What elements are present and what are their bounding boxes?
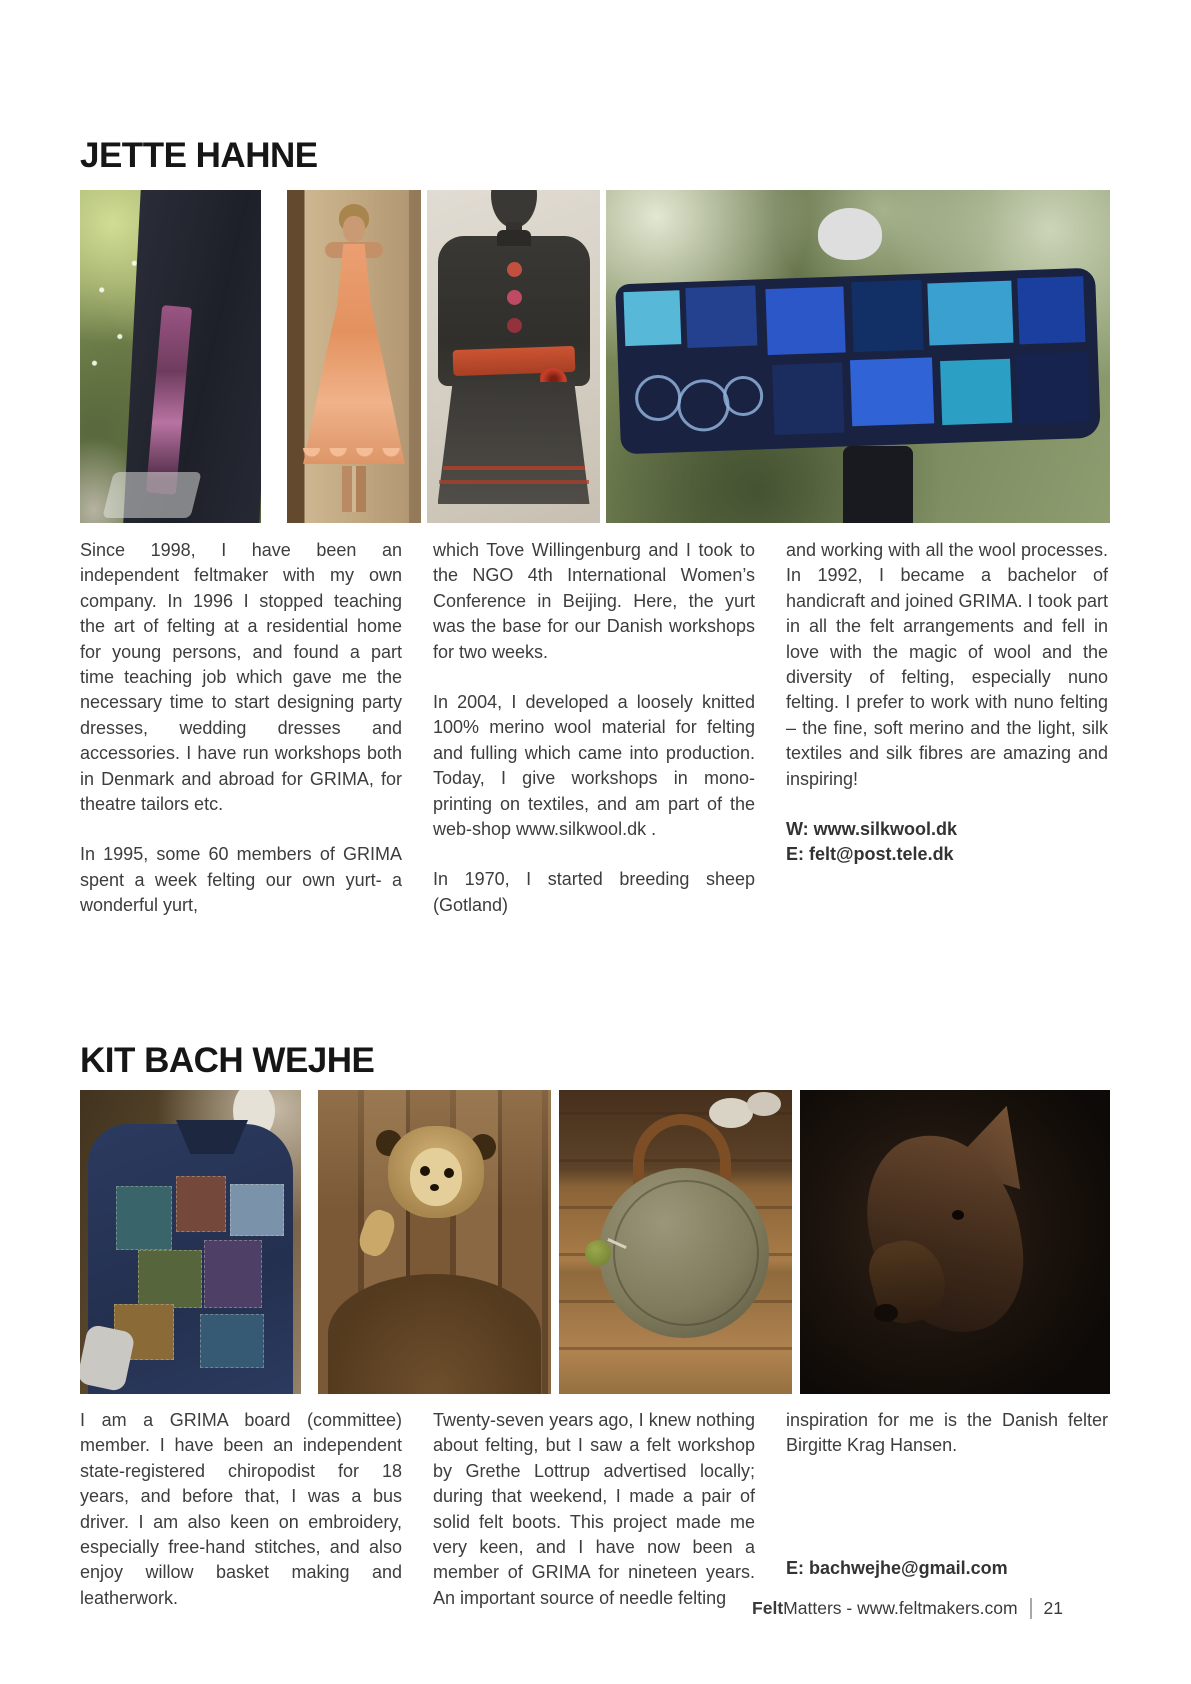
creature-nose — [430, 1184, 439, 1191]
photo-felt-creature — [318, 1090, 551, 1394]
creature-eye — [420, 1166, 430, 1176]
sheer-skirt — [438, 382, 590, 504]
tunic-collar — [497, 230, 531, 246]
photo-blue-patchwork-shawl — [606, 190, 1110, 523]
felt-patch — [204, 1240, 262, 1308]
body-paragraph: In 2004, I developed a loosely knitted 100% merino wool material for felting and fulling which came into production. Today, I give workshops in mono-printing on textiles, and am part of the web-shop www.silkwool.dk . — [433, 692, 755, 840]
body-paragraph: inspiration for me is the Danish felter Birgitte Krag Hansen. — [786, 1410, 1108, 1456]
creature-body-mound — [328, 1274, 541, 1394]
body-paragraph: which Tove Willingenburg and I took to the NGO 4th International Women’s Conference in Beijing. Here, the yurt was the base for our Danish workshops for two weeks. — [433, 540, 755, 662]
kit-column-1 — [80, 1408, 402, 1636]
skirt-red-trim-2 — [439, 480, 589, 484]
jette-contact-block — [786, 817, 1108, 868]
creature-eye — [444, 1168, 454, 1178]
page-number: 21 — [1043, 1598, 1063, 1618]
photo-round-felt-bag — [559, 1090, 792, 1394]
jette-column-2 — [433, 538, 755, 943]
dog-nose — [874, 1304, 898, 1322]
button-top — [507, 262, 522, 277]
felt-patch — [623, 290, 681, 346]
wall-shadow — [409, 190, 421, 523]
footer-brand-bold: Felt — [752, 1598, 784, 1618]
footer-brand — [752, 1598, 1017, 1619]
felt-shawl — [615, 268, 1101, 455]
section-title-kit-bach-wejhe: KIT BACH WEJHE — [80, 1041, 375, 1080]
kit-email-line: E: bachwejhe@gmail.com — [786, 1558, 1008, 1578]
model-face — [343, 216, 365, 242]
felt-patch — [1016, 352, 1090, 424]
dress-hem-ruffle — [301, 448, 407, 466]
body-paragraph: In 1970, I started breeding sheep (Gotland) — [433, 869, 755, 915]
felt-patch — [940, 359, 1012, 425]
felt-patch — [200, 1314, 264, 1368]
stone-object — [747, 1092, 781, 1116]
white-hair-head — [818, 208, 882, 260]
website-line: W: www.silkwool.dk — [786, 819, 958, 840]
photo-patchwork-jacket — [80, 1090, 301, 1394]
model-legs — [342, 466, 366, 512]
swirl-motif — [634, 374, 682, 422]
felt-patch — [138, 1250, 202, 1308]
email-line: E: felt@post.tele.dk — [786, 844, 954, 865]
skirt-red-trim-1 — [443, 466, 585, 470]
button-bottom — [507, 318, 522, 333]
jette-column-3 — [786, 538, 1108, 868]
jette-column-1 — [80, 538, 402, 944]
dog-eye — [952, 1210, 964, 1220]
section-title-jette-hahne: JETTE HAHNE — [80, 136, 318, 175]
button-middle — [507, 290, 522, 305]
body-paragraph: In 1995, some 60 members of GRIMA spent a week felting our own yurt- a wonderful yurt, — [80, 844, 402, 916]
page-footer — [752, 1598, 1063, 1619]
photo-peach-dress-model — [287, 190, 421, 523]
creature-face — [410, 1148, 462, 1206]
acrylic-base — [102, 472, 201, 518]
footer-separator — [1030, 1598, 1032, 1619]
photo-black-tunic-mannequin — [427, 190, 600, 523]
felt-patch — [685, 286, 757, 348]
felt-patch — [116, 1186, 172, 1250]
bag-seam — [613, 1180, 759, 1326]
felt-patch — [851, 280, 923, 352]
felt-patch — [850, 357, 934, 426]
swirl-motif — [677, 379, 731, 433]
felt-patch — [230, 1184, 284, 1236]
figure-legs — [843, 446, 913, 523]
body-paragraph: I am a GRIMA board (committee) member. I have been an independent state-registered chiropodist for 18 years, and before that, I was a bus driver. I am also keen on embroidery, especially free-hand stitches, and also enjoy willow basket making and leatherwork. — [80, 1410, 402, 1608]
felt-patch — [176, 1176, 226, 1232]
body-paragraph: Twenty-seven years ago, I knew nothing about felting, but I saw a felt workshop by Grethe Lottrup advertised locally; during that weekend, I made a pair of solid felt boots. This project made me very keen, and I have now been a member of GRIMA for nineteen years. An important source of needle felting — [433, 1410, 755, 1608]
felt-patch — [765, 286, 845, 355]
felt-patch — [1017, 276, 1085, 344]
felt-patch — [772, 363, 844, 435]
kit-column-2 — [433, 1408, 755, 1636]
felt-patch — [927, 281, 1013, 346]
footer-brand-rest: Matters - www.feltmakers.com — [783, 1598, 1018, 1618]
photo-navy-felt-skirt — [80, 190, 261, 523]
kit-column-3 — [786, 1408, 1108, 1484]
pompom-charm — [585, 1240, 611, 1266]
body-paragraph: and working with all the wool processes. In 1992, I became a bachelor of handicraft and joined GRIMA. I took part in all the felt arrangements and fell in love with the magic of wool and the diversity of felting, especially nuno felting. I prefer to work with nuno felting – the fine, soft merino and the light, silk textiles and silk fibres are amazing and inspiring! — [786, 540, 1108, 789]
photo-felted-dog — [800, 1090, 1110, 1394]
body-paragraph: Since 1998, I have been an independent feltmaker with my own company. In 1996 I stopped teaching the art of felting at a residential home for young persons, and found a part time teaching job which gave me the necessary time to start designing party dresses, wedding dresses and accessories. I have run workshops both in Denmark and abroad for GRIMA, for theatre tailors etc. — [80, 540, 402, 815]
swirl-motif — [722, 375, 763, 416]
